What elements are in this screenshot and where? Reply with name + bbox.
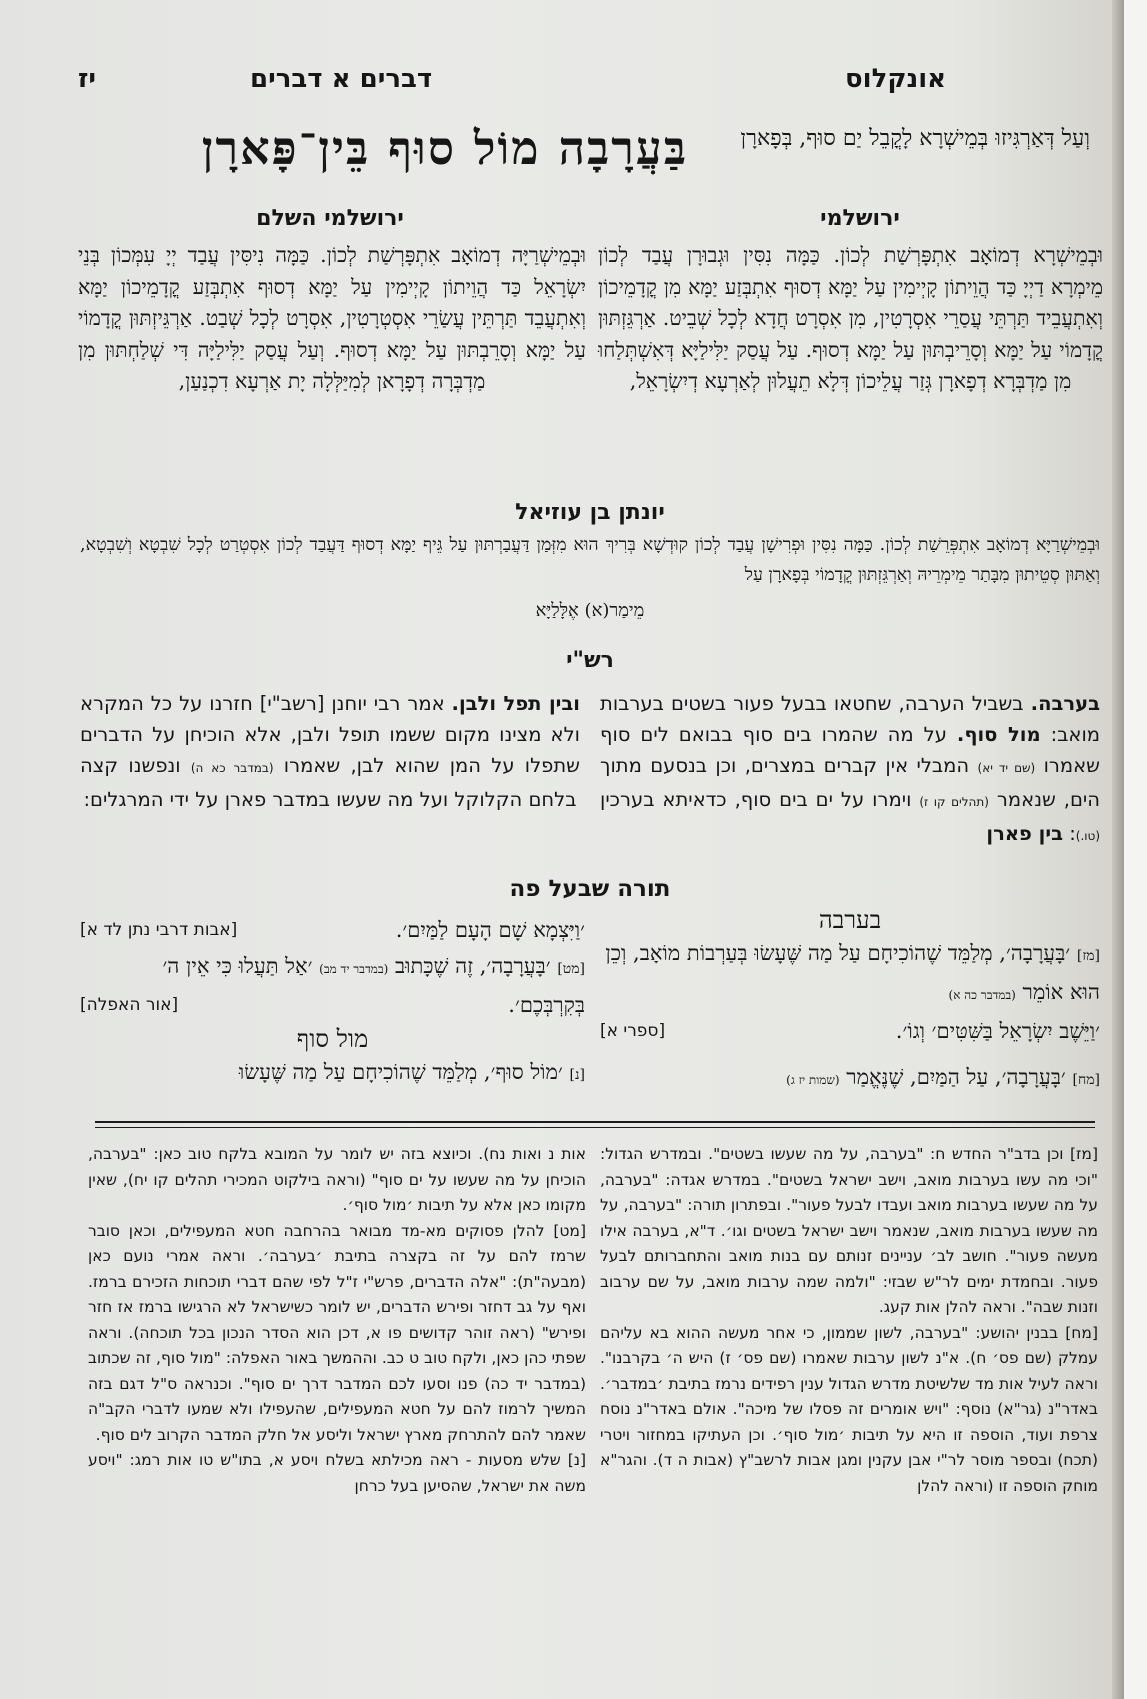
footnote: [מט] להלן פסוקים מא-מד מבואר בהרחבה חטא המעפילים, וכאן סובר שרמז להם על זה בקצרה בתיבת ׳בערבה׳. וראה אמרי נועם כאן (מבעה"ת): "אלה הדברים, פרש"י ז"ל לפי שהם דברי תוכחות הזכירם ברמז. ואף על גב דחזר ופירש הדברים, יש לומר כשישראל לא הרגישו ברמז אז חזר ופירש" (ראה זוהר קדושים פו א, דכן הוא הסדר הנכון בכל תוכחה). וראה שפתי כהן כאן, ולקח טוב ט כב. וההמשך באור האפלה: "מול סוף, זה שכתוב (במדבר יד כה) פנו וסעו לכם המדבר דרך ים סוף". וכנראה ס"ל דגם בזה המשיך לרמוז להם על חטא המעפילים, שהעפילו ולא שמעו לדברי הקב"ה שאמר להם להתרחק מארץ ישראל וליסע אל חלק המדבר הקרוב לים סוף. [88,1221,586,1444]
item-text: ׳בָּעֲרָבָה׳, מְלַמֵּד שֶׁהוֹכִיחָם עַל מַה שֶּׁעָשׂוּ בְּעַרְבוֹת מוֹאָב, וְכֵן הוּא אוֹמֵר [605,941,1100,1004]
item-text: ׳בָּעֲרָבָה׳, עַל הַמַּיִם, שֶׁנֶּאֱמַר [846,1065,1066,1089]
footnote: [מז] וכן בדב"ר החדש ח: "בערבה, על מה שעשו בשטים". ובמדרש הגדול: "וכי מה עשו בערבות מואב, וישב ישראל בשטים". במדרש אגדה: "בערבה, על מה שעשו בערבות מואב ועבדו לבעל פעור". ובפתרון תורה: "בערבה, על מה שעשו בערבות מואב, שנאמר וישב ישראל בשטים וגו׳. ד"א, בערבה אילו מעשה פעור". חושב לב׳ עניינים זנותם עם בנות מואב והתחברותם לבעל פעור. ובחמדת ימים לר"ש שבזי: "ולמה שמה ערבות מואב, על שם ערבוב וזנות שבה". וראה להלן אות קעג. [600,1145,1098,1316]
tsp-item [80,948,585,1023]
separator-rule-top [95,1121,1095,1123]
citation: (במדבר יד מב) [319,962,389,976]
item-text: ׳מוֹל סוּף׳, מְלַמֵּד שֶׁהוֹכִיחָם עַל מַה שֶּׁעָשׂוּ [238,1060,563,1084]
citation: (שמות יז ג) [786,1073,840,1087]
source-ref: [אור האפלה] [80,995,179,1015]
torah-shebeal-peh-title: תורה שבעל פה [509,876,671,902]
book-chapter-header: דברים א דברים [250,64,433,94]
rashi-comment: ונפשנו קצה בלחם הקלוקל ועל מה שעשו במדבר פארן על ידי המרגלים: [80,754,577,811]
rashi-title: רש"י [566,648,614,673]
item-marker: [מח] [1072,1072,1100,1088]
page-number: יז [78,64,97,94]
verse-text: בַּעֲרָבָה מוֹל סוּף בֵּין־פָּארָן [201,121,688,175]
footnote: [מח] בבנין יהושע: "בערבה, לשון שממון, כי אחר מעשה ההוא בא עליהם עמלק (שם פס׳ ח). א"נ לשון ערבות שאמרו (שם פס׳ ז) היש ה׳ בקרבנו". וראה לעיל אות מד שלשיטת מדרש הגדול ענין רפידים נרמז בתיבת ׳במדבר׳. באדר"נ (גר"א) נוסף: "ויש אומרים זה פסלו של מיכה". אולם באדר"נ נוסח צרפת ועוד, הוספה זו היא על תיבות ׳מול סוף׳. וכן העתיקו במחזור ויטרי (תכח) ובספר מוסר לר"י אבן עקנין ומגן אבות לרשב"ץ (אבות ה ד). והגר"א מוחק הוספה זו (וראה להלן [600,1323,1098,1495]
item-text: ׳אַל תַּעֲלוּ כִּי אֵין ה׳ בְּקִרְבְּכֶם׳. [162,954,585,1017]
onkelos-text: וְעַל דְּאַרְגִּיזוּ בְּמֵישְׁרָא לָקֳבֵל יַם סוּף, בְּפָארָן [740,126,1090,151]
item-marker: [מז] [1076,948,1100,964]
footnotes-right-column [600,1142,1098,1499]
tsp-subtitle-mol-suf: מול סוף [296,1025,369,1053]
tsp-left-column [80,912,585,1093]
citation: (במדבר כא ה) [190,761,274,775]
page-edge-shadow [1112,0,1124,1699]
yerushalmi-text: וּבְמֵישְׁרָא דְמוֹאָב אִתְפָּרְשַׁת לְכוֹן. כַּמָּה נִסִּין וּגְבוּרָן עֲבַד לְכוֹן מֵימְרָא דַיְיָ כַּד הֲוֵיתוֹן קָיְימִין עַל יַמָּא דְסוּף אִתְבְּזַע יַמָּא מִן קֳדָמֵיכוֹן וְאִתְעֲבֵיד תַּרְתֵּי עֲסַרֵי אִסְרָטִין, מִן אִסְרָט חֲדָא לְכָל שְׁבֵיט. אַרְגֵּזְתּוּן קֳדָמוֹי עַל יַמָּא וְסָרֵיבְתּוּן עַל יַמָּא דְסוּף. עַל עֲסַק יַלִּילַיָּא דְּאִשְׁתְּלַחוּ מִן מַדְבְּרָא דְפָארָן גְּזַר עֲלֵיכוֹן דְּלָא תֵעֲלוּן לְאַרְעָא דְיִשְׂרָאֵל, [598,243,1103,393]
yonatan-text: וּבְמֵישְׁרַיָּא דְמוֹאָב אִתְפְּרֵשַׁת לְכוֹן. כַּמָּה נִסִּין וּפְרִישָׁן עֲבַד לְכוֹן קוּדְשָׁא בְּרִיךְ הוּא מִזְּמַן דַּעֲבַרְתּוּן עַל גֵּיף יַמָּא דְסוּף דַּעֲבַד לְכוֹן אִסְטְרַט לְכָל שִׁבְטָא וְשִׁבְטָא, וְאַתּוּן סְטֵיתוּן מִבָּתַר מֵימְרֵיהּ וְאַרְגֵּזְתּוּן קֳדָמוֹי בְּפָארָן עַל [80,535,1100,585]
onkelos-header: אונקלוס [845,64,947,94]
citation: (במדבר כה א) [948,988,1016,1002]
yonatan-last-line: מֵימַר(א) אֶלָּלַיָּא [535,600,645,621]
source-ref: [ספרי א] [600,1021,666,1041]
rashi-comment: וימרו על ים בים סוף, כדאיתא בערכין [600,788,920,811]
tsp-subtitle-baarava: בערבה [818,906,882,934]
tsp-right-column [600,906,1100,1098]
rashi-dibbur: מול סוף. [956,723,1041,746]
rashi-comment: המבלי אין קברים במצרים, וכן בנסעם מתוך הים, שנאמר [600,754,1101,811]
footnote: [נ] שלש מסעות - ראה מכילתא בשלח ויסע א, בתו"ש טו אות רמג: "ויסע משה את ישראל, שהסיען בעל כרחן [88,1451,586,1495]
citation: (תהלים קו ז) [919,795,989,809]
footnotes-left-column [88,1142,586,1499]
tsp-item [80,1054,585,1093]
item-text: ׳וַיִּצְמָא שָׁם הָעָם לַמַּיִם׳. [395,918,585,942]
rashi-comment: : [1069,822,1076,845]
tsp-item [600,1059,1100,1098]
citation: (שם יד יא) [977,761,1036,775]
rashi-right-column [600,688,1100,852]
rashi-left-column [80,688,580,815]
separator-rule-bottom [95,1127,1095,1128]
item-text: ׳בָּעֲרָבָה׳, זֶה שֶׁכָּתוּב [395,954,551,978]
tsp-item [600,935,1100,1049]
yerushalmi-hashalem-title: ירושלמי השלם [256,206,404,231]
rashi-comment: על מה שהמרו בים סוף בבואם לים סוף שאמרו [600,723,1100,777]
source-ref: [אבות דרבי נתן לד א] [80,920,238,940]
rashi-dibbur: בערבה. [1030,692,1100,715]
yerushalmi-title: ירושלמי [820,206,900,231]
tsp-item [80,912,585,948]
rashi-comment: בשביל הערבה, שחטאו בבעל פעור בשטים בערבות מואב: [600,692,1101,746]
footnote: אות נ ואות נח). וכיוצא בזה יש לומר על המובא בלקח טוב כאן: "בערבה, הוכיחן על מה שעשו על ים סוף" (וראה בילקוט המכירי תהלים קו יח), שאין מקומו כאן אלא על תיבות ׳מול סוף׳. [88,1145,586,1214]
rashi-dibbur: ובין תפל ולבן. [451,692,580,715]
rashi-dibbur: בין פארן [986,822,1063,845]
item-marker: [מט] [557,961,585,977]
item-marker: [נ] [569,1067,585,1083]
yonatan-title: יונתן בן עוזיאל [515,500,665,525]
rashi-comment: אמר רבי יוחנן [רשב"י] חזרנו על כל המקרא ולא מצינו מקום ששמו תופל ולבן, אלא הוכיחן על הדברים שתפלו על המן שהוא לבן, שאמרו [80,692,580,777]
item-text: ׳וַיֵּשֶׁב יִשְׂרָאֵל בַּשִּׁטִּים׳ וְגוֹ׳. [895,1019,1100,1043]
yerushalmi-hashalem-text: וּבְמֵישְׁרַיָּה דְמוֹאָב אִתְפָּרְשַׁת לְכוֹן. כַּמָּה נִיסִּין עֲבַד יְיָ עִמְּכוֹן בְּנֵי יִשְׂרָאֵל כַּד הֲוֵיתוֹן קָיְימִין עַל יַמָּא דְסוּף אִתְבְּזַע קֳדָמֵיכוֹן יַמָּא וְאִתְעֲבֵד תַּרְתֵּין עֲשַׂרֵי אִסְטְרָטִין, אִסְרָט לְכָל שְׁבַט. אַרְגֵּיזְתּוּן קֳדָמוֹי עַל יַמָּא וְסָרֵבְתּוּן עַל יַמָּא דְסוּף. וְעַל עֲסַק יַלִּילַיָּה דִּי שְׁלַחְתּוּן מִן מַדְבְּרָה דְפָרָאן לְמִיַּלְּלָה יָת אַרְעָא דִכְנַעַן, [78,243,586,393]
citation: (טו.) [1075,829,1100,843]
